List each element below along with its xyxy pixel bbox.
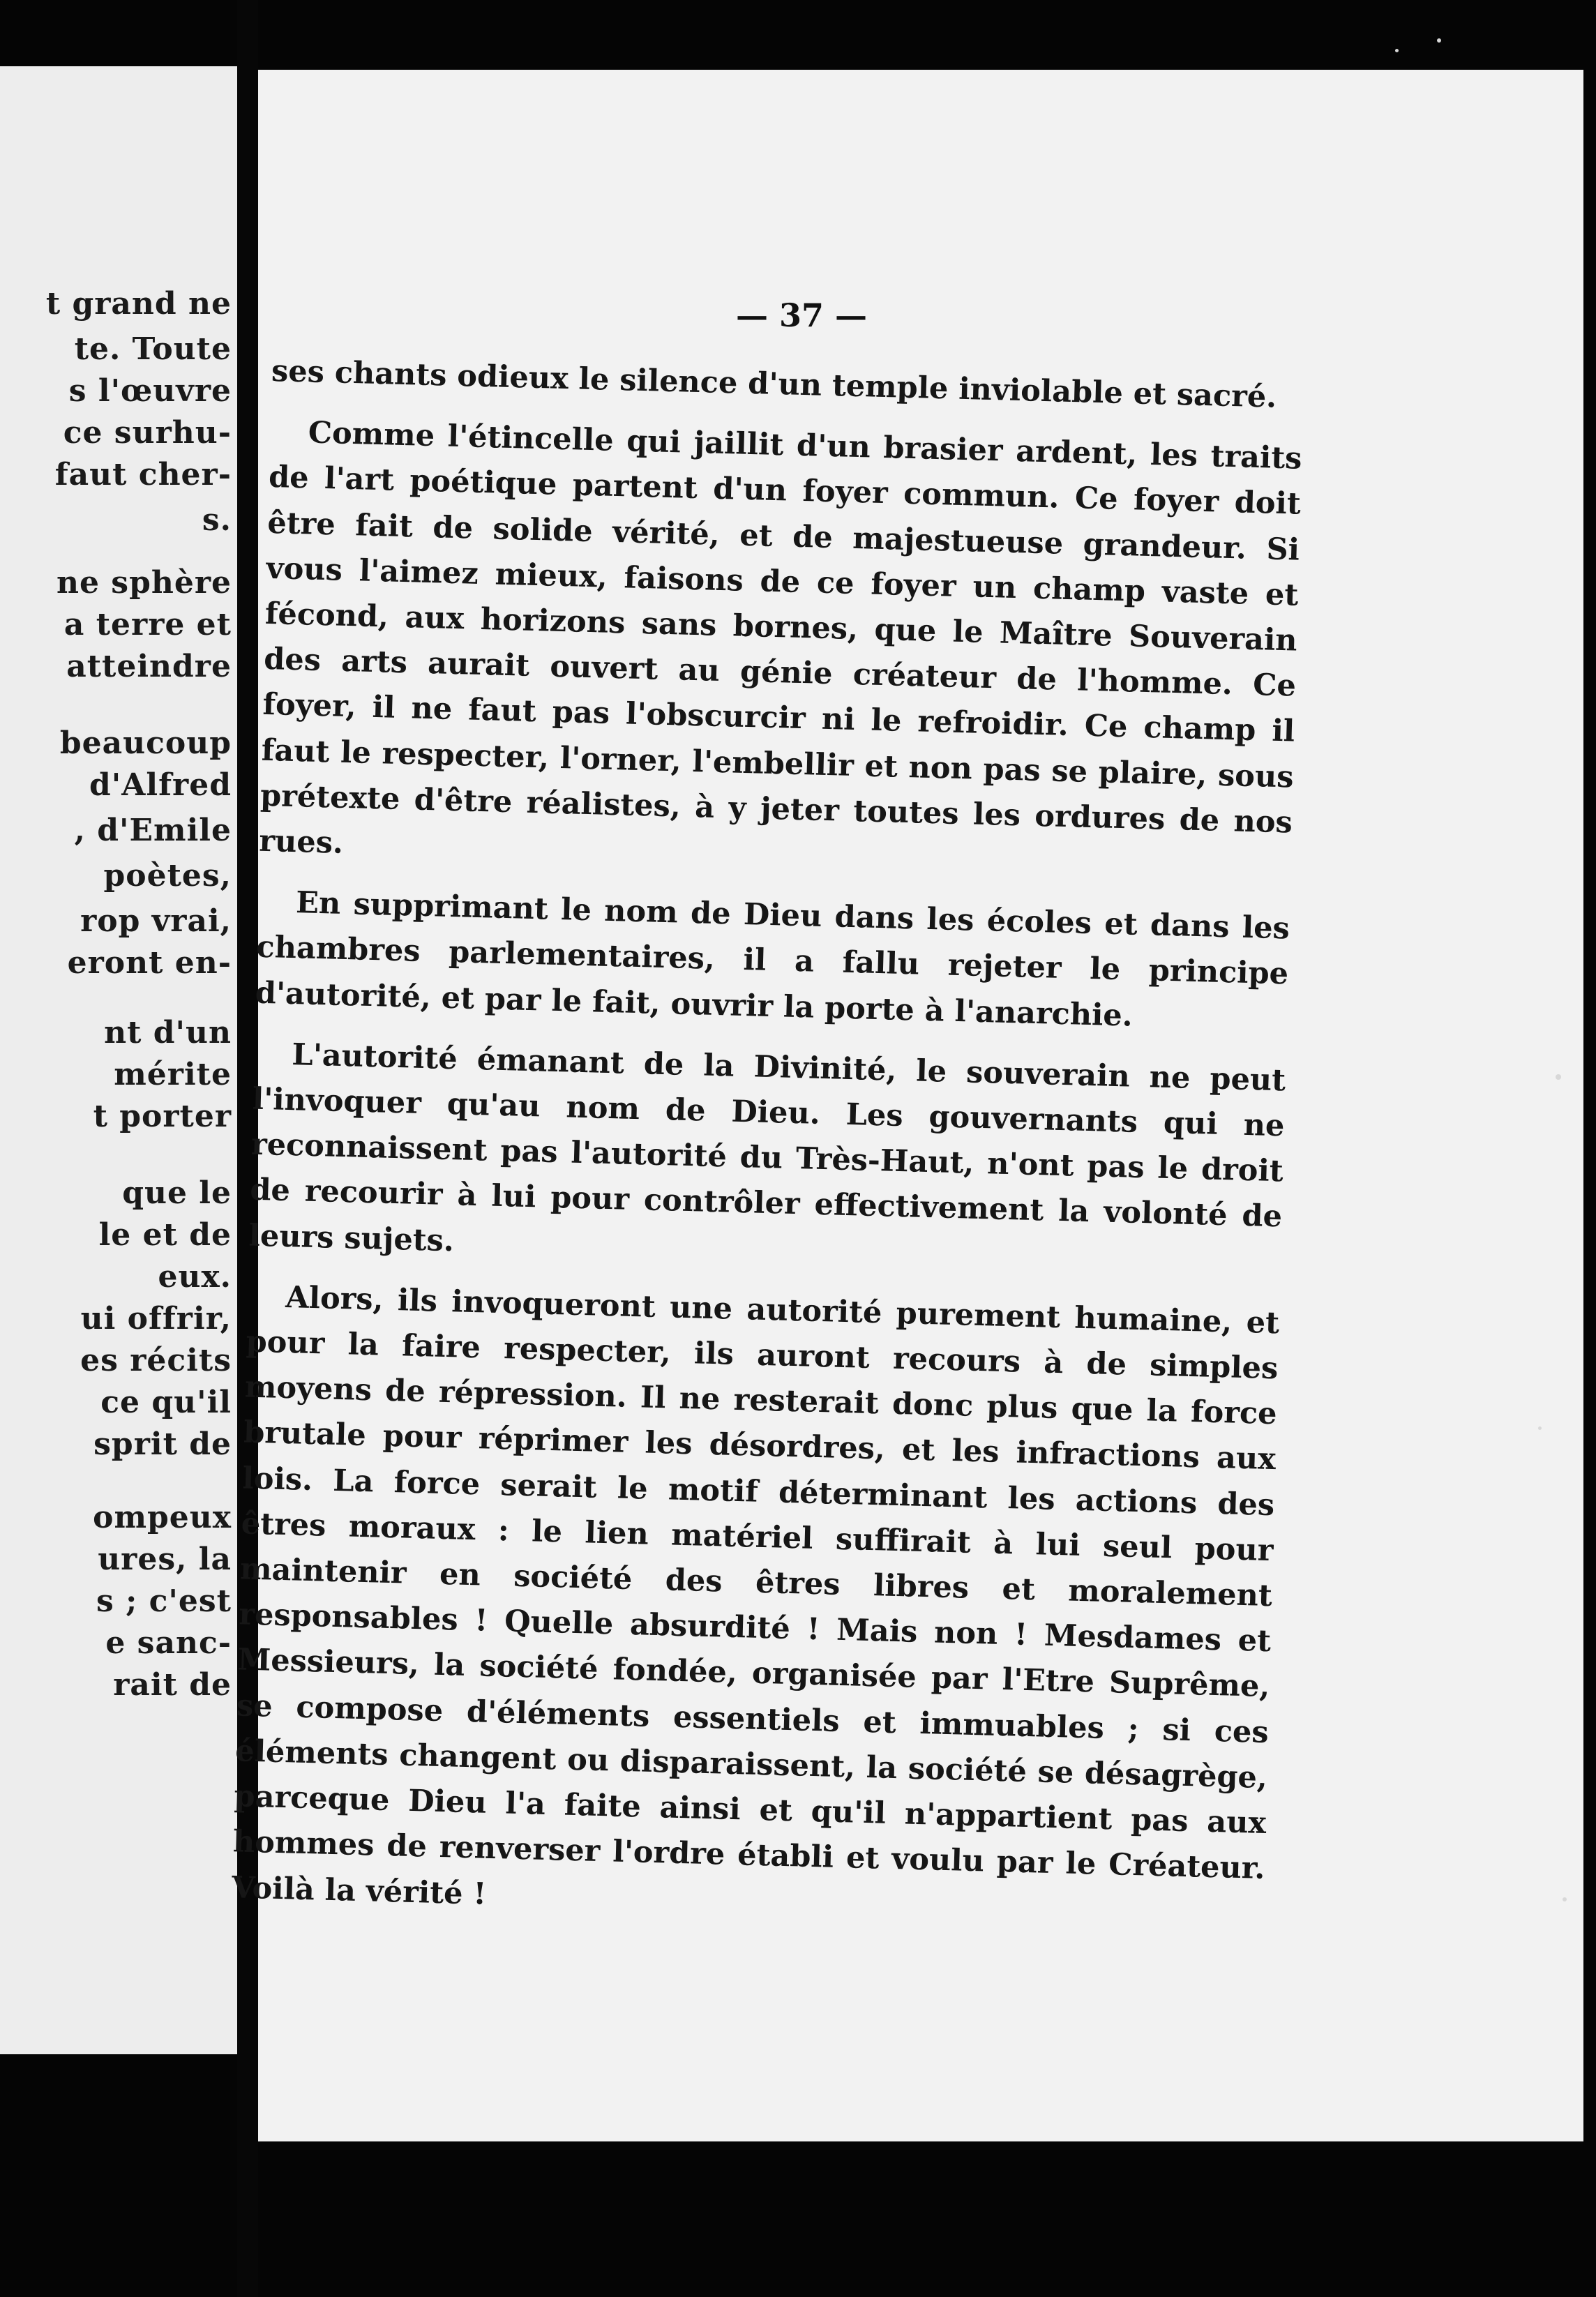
page-body [231, 349, 1304, 1953]
left-page-line: nt d'un [104, 1015, 232, 1050]
left-page-line: s. [202, 502, 232, 538]
left-page-line: s ; c'est [96, 1583, 232, 1619]
left-page-line: s l'œuvre [68, 373, 232, 409]
left-page-line: e sanc- [105, 1625, 232, 1661]
left-page-line: mérite [114, 1057, 232, 1092]
left-page-line: es récits [80, 1343, 232, 1378]
left-page-line: le et de [98, 1217, 232, 1253]
left-page-line: eux. [158, 1259, 232, 1295]
left-page-line: , d'Emile [74, 813, 232, 848]
paragraph-5: Alors, ils invoqueront une autorité purement humaine, et pour la faire respecter, ils auront recours à de simples moyens de répression. Il ne resterait donc plus que la force brutale pour réprimer les désordres, et les infractions aux lois. La force serait le motif déterminant les actions des êtres moraux : le lien matériel suffirait à lui seul pour maintenir en société des êtres libres et moralement responsables ! Quelle absurdité ! Mais non ! Mesdames et Messieurs, la société fondée, organisée par l'Etre Suprême, se compose d'éléments essentiels et immuables ; si ces éléments changent ou disparaissent, la société se désagrège, parceque Dieu l'a faite ainsi et qu'il n'appartient pas aux hommes de renverser l'ordre établi et voulu par le Créateur. Voilà la vérité ! [231, 1279, 1280, 1912]
left-page-line: que le [122, 1175, 232, 1211]
scan-speck [1437, 38, 1441, 43]
paragraph-1: ses chants odieux le silence d'un temple inviolable et sacré. [271, 353, 1277, 415]
left-page-line: rop vrai, [80, 903, 232, 939]
paragraph-3: En supprimant le nom de Dieu dans les écoles et dans les chambres parlementaires, il a fallu rejeter le principe d'autorité, et par le fait, ouvrir la porte à l'anarchie. [255, 885, 1290, 1034]
left-page-line: te. Toute [74, 331, 232, 367]
left-page-line: eront en- [67, 945, 232, 981]
left-page-line: ce surhu- [63, 415, 232, 451]
left-page-line: atteindre [66, 649, 232, 684]
left-page-line: poètes, [103, 858, 232, 894]
left-page-line: a terre et [63, 607, 232, 642]
left-page-line: faut cher- [54, 457, 232, 492]
scan-speck [1538, 1426, 1542, 1430]
left-page-line: rait de [113, 1667, 232, 1703]
left-page-line: t porter [93, 1099, 232, 1134]
scan-speck [1563, 1897, 1567, 1901]
left-page-line: t grand ne [45, 286, 232, 322]
left-page-line: ui offrir, [80, 1301, 232, 1336]
left-page-line: d'Alfred [89, 767, 232, 803]
left-page-line: ompeux [93, 1500, 232, 1535]
paragraph-4: L'autorité émanant de la Divinité, le souverain ne peut l'invoquer qu'au nom de Dieu. Les gouvernants qui ne reconnaissent pas l'autorité du Très-Haut, n'ont pas le droit de recourir à lui pour contrôler effectivement la volonté de leurs sujets. [248, 1037, 1286, 1258]
left-page-line: ures, la [98, 1542, 232, 1577]
left-page-line: beaucoup [59, 725, 232, 761]
left-page-line: sprit de [93, 1426, 232, 1462]
right-page [231, 70, 1583, 2141]
left-page-line: ne sphère [57, 565, 232, 601]
paragraph-2: Comme l'étincelle qui jaillit d'un brasier ardent, les traits de l'art poétique partent d'un foyer commun. Ce foyer doit être fait de solide vérité, et de majestueuse grandeur. Si vous l'aimez mieux, faisons de ce foyer un champ vaste et fécond, aux horizons sans bornes, que le Maître Souverain des arts aurait ouvert au génie créateur de l'homme. Ce foyer, il ne faut pas l'obscurcir ni le refroidir. Ce champ il faut le respecter, l'orner, l'embellir et non pas se plaire, sous prétexte d'être réalistes, à y jeter toutes les ordures de nos rues. [258, 415, 1303, 861]
scan-speck [1556, 1074, 1561, 1080]
scan-speck [1395, 49, 1399, 52]
left-page-line: ce qu'il [100, 1385, 232, 1420]
page-number: — 37 — [736, 296, 868, 334]
